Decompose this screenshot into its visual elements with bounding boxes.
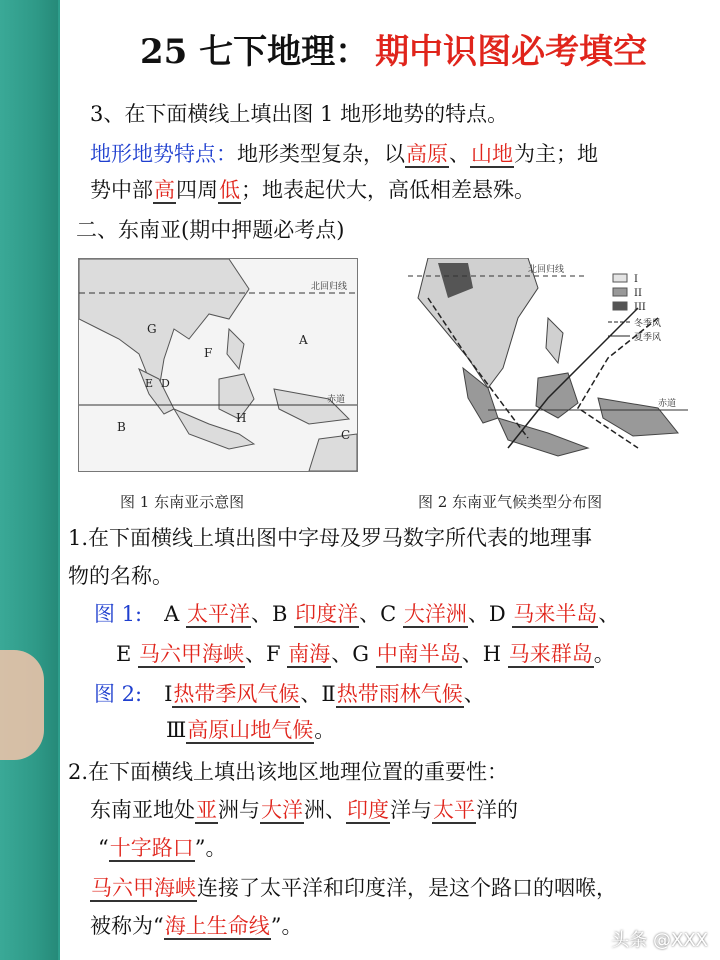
answer-ya: 亚 — [196, 798, 217, 822]
question-2-line-5: 被称为“海上生命线”。 — [90, 914, 303, 938]
question-1-line-2: 物的名称。 — [68, 564, 173, 588]
map1-tropic-label: 北回归线 — [311, 282, 348, 292]
fig2-answers-line-1: 图 2: Ⅰ热带季风气候、Ⅱ热带雨林气候、 — [94, 682, 485, 706]
label-h: H — [236, 411, 247, 425]
figure-1-caption: 图 1 东南亚示意图 — [120, 493, 245, 511]
figure-2-caption: 图 2 东南亚气候类型分布图 — [418, 493, 603, 511]
label-e: E — [145, 377, 154, 390]
answer-taiping: 太平 — [433, 798, 475, 822]
answer-ii: 热带雨林气候 — [336, 682, 463, 706]
question-2-line-1: 2.在下面横线上填出该地区地理位置的重要性： — [68, 760, 509, 784]
answer-crossroad: 十字路口 — [109, 836, 194, 860]
map2-equator-label: 赤道 — [658, 399, 677, 409]
label-a: A — [299, 333, 308, 347]
question-2-line-4: 马六甲海峡连接了太平洋和印度洋，是这个路口的咽喉， — [91, 876, 617, 900]
section-2-heading: 二、东南亚(期中押题必考点) — [76, 218, 345, 242]
answer-b: 印度洋 — [295, 602, 359, 626]
answer-gaoyuan: 高原 — [406, 142, 448, 166]
legend-ii: II — [634, 288, 642, 299]
legend-i: I — [634, 274, 638, 285]
binder-spine — [0, 0, 58, 960]
fig2-answers-line-2: Ⅲ高原山地气候。 — [166, 718, 336, 742]
label-g: G — [147, 322, 157, 336]
question-1-line-1: 1.在下面横线上填出图中字母及罗马数字所代表的地理事 — [68, 526, 593, 550]
watermark: 头条 @XXX — [611, 930, 708, 951]
label-d: D — [161, 377, 170, 390]
map-2-svg — [408, 258, 688, 470]
terrain-line-1: 地形地势特点：地形类型复杂，以高原、山地为主；地 — [90, 142, 598, 166]
hand — [0, 650, 44, 760]
question-2-line-2: 东南亚地处亚洲与大洋洲、印度洋与太平洋的 — [90, 798, 518, 822]
label-f: F — [204, 346, 213, 360]
answer-a: 太平洋 — [186, 602, 250, 626]
worksheet-page — [60, 0, 720, 960]
answer-f: 南海 — [288, 642, 331, 666]
legend-summer-monsoon: 夏季风 — [634, 333, 662, 343]
map1-equator-label: 赤道 — [327, 395, 346, 405]
answer-h: 马来群岛 — [508, 642, 593, 666]
answer-e: 马六甲海峡 — [139, 642, 245, 666]
page-title — [140, 30, 647, 74]
answer-iii: 高原山地气候 — [187, 718, 314, 742]
answer-gao: 高 — [154, 178, 175, 202]
answer-di: 低 — [219, 178, 240, 202]
question-3: 3、在下面横线上填出图 1 地形地势的特点。 — [90, 102, 509, 126]
answer-i: 热带季风气候 — [173, 682, 300, 706]
answer-shandi: 山地 — [471, 142, 513, 166]
terrain-line-2: 势中部高四周低；地表起伏大，高低相差悬殊。 — [90, 178, 535, 202]
answer-yindu: 印度 — [347, 798, 389, 822]
label-b: B — [117, 420, 126, 434]
legend-iii: III — [634, 302, 646, 313]
map2-tropic-label: 北回归线 — [528, 265, 565, 275]
answer-dayang: 大洋 — [261, 798, 303, 822]
label-c: C — [341, 428, 351, 442]
answer-d: 马来半岛 — [513, 602, 598, 626]
title-main: 期中识图必考填空 — [375, 32, 648, 72]
fig1-answers-line-1: 图 1: A 太平洋、B 印度洋、C 大洋洲、D 马来半岛、 — [94, 602, 620, 626]
answer-c: 大洋洲 — [403, 602, 467, 626]
fig1-answers-line-2: E 马六甲海峡、F 南海、G 中南半岛、H 马来群岛。 — [116, 642, 615, 666]
answer-g: 中南半岛 — [376, 642, 461, 666]
question-2-line-3: “十字路口”。 — [98, 836, 227, 860]
map-1-svg — [79, 259, 357, 471]
answer-malacca: 马六甲海峡 — [91, 876, 196, 900]
answer-lifeline: 海上生命线 — [164, 914, 270, 938]
figure-2-map — [408, 258, 688, 470]
figure-1-map — [78, 258, 358, 472]
title-number: 25 七下地理： — [140, 32, 370, 72]
legend-winter-monsoon: 冬季风 — [634, 319, 662, 329]
